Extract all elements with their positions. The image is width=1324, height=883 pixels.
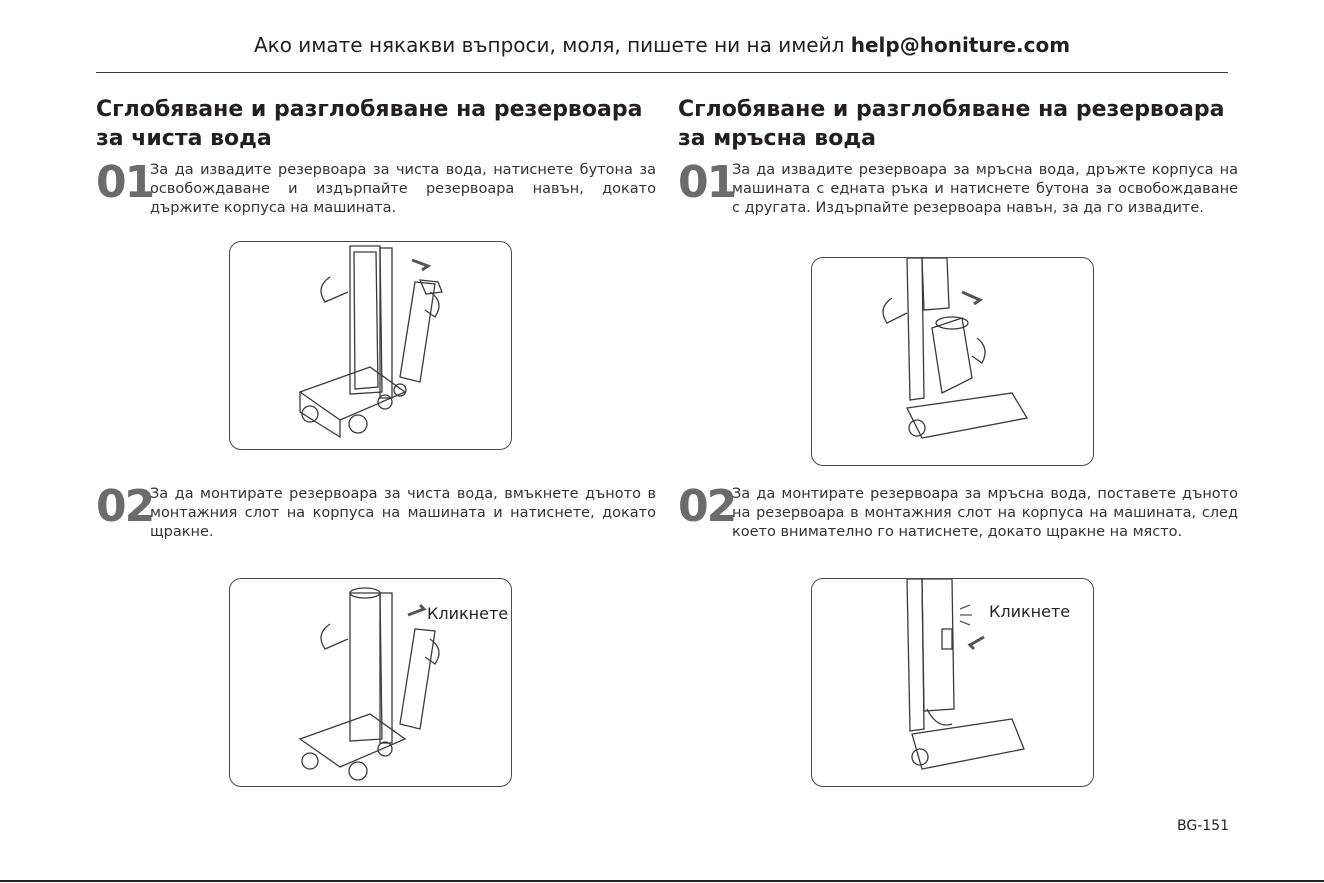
clean-tank-title-line1: Сглобяване и разглобяване на резервоара: [96, 97, 643, 122]
step-number: 02: [96, 481, 154, 532]
step-number: 01: [678, 157, 736, 208]
clean-step-2: [96, 481, 656, 542]
dirty-remove-illustration: [811, 257, 1094, 466]
dirty-tank-title-line1: Сглобяване и разглобяване на резервоара: [678, 97, 1225, 122]
clean-remove-illustration: [229, 241, 512, 450]
step-number: 02: [678, 481, 736, 532]
header-text: Ако имате някакви въпроси, моля, пишете ни на имейл: [253, 33, 851, 57]
step-text: За да монтирате резервоара за мръсна вода, поставете дъното на резервоара в монтажния слот на корпуса на машината, след което внимателно го натиснете, докато щракне на място.: [732, 486, 1238, 540]
support-email[interactable]: help@honiture.com: [850, 33, 1071, 57]
page-number: BG-151: [1177, 818, 1229, 834]
dirty-step-2: [678, 481, 1238, 542]
step-number: 01: [96, 157, 154, 208]
dirty-install-illustration: [811, 578, 1094, 787]
step-text: За да извадите резервоара за мръсна вода, дръжте корпуса на машината с едната ръка и натиснете бутона за освобождаване с другата. Издърпайте резервоара навън, за да го извадите.: [732, 162, 1238, 216]
page-header: [96, 33, 1228, 57]
dirty-tank-title: [678, 95, 1238, 153]
click-label: Кликнете: [989, 602, 1071, 621]
clean-install-illustration: [229, 578, 512, 787]
vacuum-install-tank-drawing: [230, 579, 511, 786]
clean-tank-title-line2: за чиста вода: [96, 126, 272, 151]
clean-tank-title: [96, 95, 656, 153]
bottom-border: [0, 880, 1324, 882]
vacuum-remove-dirty-tank-drawing: [812, 258, 1093, 465]
step-text: За да монтирате резервоара за чиста вода, вмъкнете дъното в монтажния слот на корпуса на машината и натиснете, докато щракне.: [150, 486, 656, 540]
vacuum-install-dirty-tank-drawing: [812, 579, 1093, 786]
dirty-tank-section: [678, 95, 1238, 621]
clean-tank-section: [96, 95, 656, 623]
click-label: Кликнете: [427, 604, 509, 623]
header-divider: [96, 72, 1228, 73]
dirty-step-1: [678, 157, 1238, 218]
vacuum-remove-tank-drawing: [230, 242, 511, 449]
step-text: За да извадите резервоара за чиста вода, натиснете бутона за освобождаване и издърпайте резервоара навън, докато държите корпуса на машината.: [150, 162, 656, 216]
dirty-tank-title-line2: за мръсна вода: [678, 126, 876, 151]
clean-step-1: [96, 157, 656, 218]
